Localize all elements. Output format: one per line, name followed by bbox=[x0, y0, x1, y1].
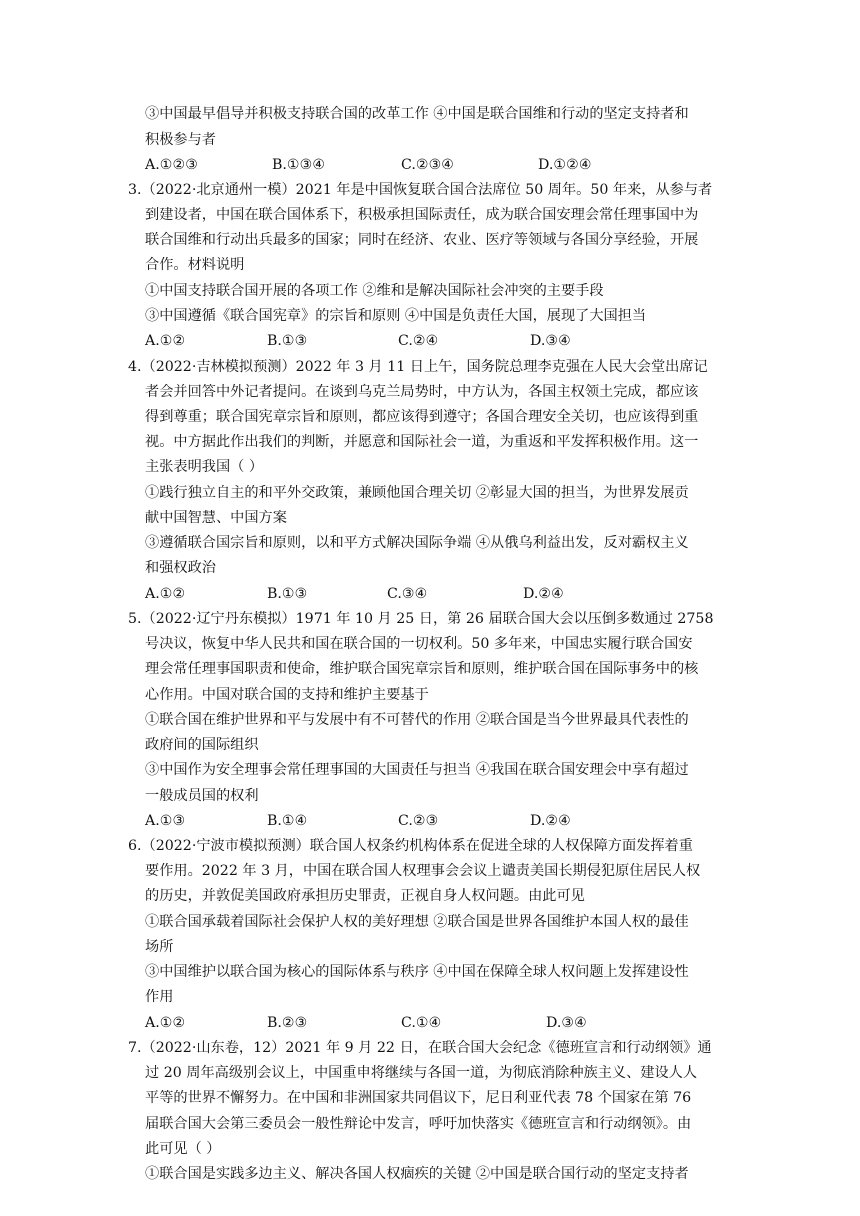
q7-stem-line: 7.（2022·山东卷，12）2021 年 9 月 22 日，在联合国大会纪念《德班宣言和行动纲领》通 bbox=[128, 1040, 712, 1056]
q6-statement-line: 场所 bbox=[145, 939, 174, 955]
q7-stem-line: 过 20 周年高级别会议上，中国重申将继续与各国一道，为彻底消除种族主义、建设人人 bbox=[145, 1065, 698, 1081]
q6-option-c[interactable]: C.①④ bbox=[401, 1015, 442, 1031]
q4-stem-line: 主张表明我国（ ） bbox=[145, 459, 264, 475]
q5-statement-line: ③中国作为安全理事会常任理事国的大国责任与担当 ④我国在联合国安理会中享有超过 bbox=[145, 762, 689, 778]
q6-statement-line: ①联合国承载着国际社会保护人权的美好理想 ②联合国是世界各国维护本国人权的最佳 bbox=[145, 914, 689, 930]
q5-statement-line: 一般成员国的权利 bbox=[145, 788, 259, 804]
q2-statement-line: ③中国最早倡导并积极支持联合国的改革工作 ④中国是联合国维和行动的坚定支持者和 bbox=[145, 106, 689, 122]
q5-option-d[interactable]: D.②④ bbox=[530, 813, 571, 829]
q2-option-a[interactable]: A.①②③ bbox=[145, 157, 198, 173]
q7-statement-line: ①联合国是实践多边主义、解决各国人权痼疾的关键 ②中国是联合国行动的坚定支持者 bbox=[145, 1166, 689, 1182]
q5-statement-line: ①联合国在维护世界和平与发展中有不可替代的作用 ②联合国是当今世界最具代表性的 bbox=[145, 712, 689, 728]
q2-option-b[interactable]: B.①③④ bbox=[272, 157, 326, 173]
q5-option-a[interactable]: A.①③ bbox=[145, 813, 186, 829]
q4-statement-line: 和强权政治 bbox=[145, 560, 216, 576]
q3-option-c[interactable]: C.②④ bbox=[398, 333, 439, 349]
q7-stem-line: 平等的世界不懈努力。在中国和非洲国家共同倡议下，尼日利亚代表 78 个国家在第 76 bbox=[145, 1090, 692, 1106]
q5-stem-line: 5.（2022·辽宁丹东模拟）1971 年 10 月 25 日，第 26 届联合国大会以压倒多数通过 2758 bbox=[128, 611, 714, 627]
q3-stem-line: 联合国维和行动出兵最多的国家；同时在经济、农业、医疗等领域与各国分享经验，开展 bbox=[145, 232, 699, 248]
q5-stem-line: 号决议，恢复中华人民共和国在联合国的一切权利。50 多年来，中国忠实履行联合国安 bbox=[145, 636, 693, 652]
q5-stem-line: 理会常任理事国职责和使命，维护联合国宪章宗旨和原则，维护联合国在国际事务中的核 bbox=[145, 661, 699, 677]
q3-statement-line: ①中国支持联合国开展的各项工作 ②维和是解决国际社会冲突的主要手段 bbox=[145, 283, 604, 299]
q5-option-c[interactable]: C.②③ bbox=[398, 813, 439, 829]
q6-option-b[interactable]: B.②③ bbox=[267, 1015, 308, 1031]
q7-stem-line: 此可见（ ） bbox=[145, 1141, 221, 1157]
q4-stem-line: 视。中方据此作出我们的判断，并愿意和国际社会一道，为重返和平发挥积极作用。这一 bbox=[145, 434, 699, 450]
q7-stem-line: 届联合国大会第三委员会一般性辩论中发言，呼吁加快落实《德班宣言和行动纲领》。由 bbox=[145, 1116, 692, 1132]
q4-option-a[interactable]: A.①② bbox=[145, 586, 186, 602]
q5-statement-line: 政府间的国际组织 bbox=[145, 737, 259, 753]
q5-option-b[interactable]: B.①④ bbox=[267, 813, 308, 829]
q6-stem-line: 6.（2022·宁波市模拟预测）联合国人权条约机构体系在促进全球的人权保障方面发挥着重 bbox=[128, 838, 693, 854]
q6-statement-line: ③中国维护以联合国为核心的国际体系与秩序 ④中国在保障全球人权问题上发挥建设性 bbox=[145, 964, 689, 980]
q3-option-a[interactable]: A.①② bbox=[145, 333, 186, 349]
q4-option-c[interactable]: C.③④ bbox=[387, 586, 428, 602]
q2-statement-line: 积极参与者 bbox=[145, 132, 216, 148]
q6-stem-line: 的历史，并敦促美国政府承担历史罪责，正视自身人权问题。由此可见 bbox=[145, 888, 585, 904]
q3-stem-line: 合作。材料说明 bbox=[145, 257, 245, 273]
q4-stem-line: 4.（2022·吉林模拟预测）2022 年 3 月 11 日上午，国务院总理李克强在人民大会堂出席记 bbox=[128, 359, 708, 375]
q4-stem-line: 者会并回答中外记者提问。在谈到乌克兰局势时，中方认为，各国主权领土完成，都应该 bbox=[145, 384, 699, 400]
q6-stem-line: 要作用。2022 年 3 月，中国在联合国人权理事会会议上谴责美国长期侵犯原住居民人权 bbox=[145, 863, 701, 879]
q2-option-d[interactable]: D.①②④ bbox=[538, 157, 592, 173]
q2-option-c[interactable]: C.②③④ bbox=[401, 157, 455, 173]
q3-option-d[interactable]: D.③④ bbox=[530, 333, 571, 349]
q5-stem-line: 心作用。中国对联合国的支持和维护主要基于 bbox=[145, 687, 429, 703]
q4-statement-line: 献中国智慧、中国方案 bbox=[145, 510, 287, 526]
q4-option-d[interactable]: D.②④ bbox=[523, 586, 564, 602]
q6-option-a[interactable]: A.①② bbox=[145, 1015, 186, 1031]
q6-statement-line: 作用 bbox=[145, 989, 174, 1005]
q3-option-b[interactable]: B.①③ bbox=[267, 333, 308, 349]
q3-stem-line: 到建设者，中国在联合国体系下，积极承担国际责任，成为联合国安理会常任理事国中为 bbox=[145, 207, 699, 223]
q6-option-d[interactable]: D.③④ bbox=[546, 1015, 587, 1031]
q3-stem-line: 3.（2022·北京通州一模）2021 年是中国恢复联合国合法席位 50 周年。50 年来，从参与者 bbox=[128, 182, 713, 198]
q4-stem-line: 得到尊重；联合国宪章宗旨和原则，都应该得到遵守；各国合理安全关切，也应该得到重 bbox=[145, 409, 699, 425]
q3-statement-line: ③中国遵循《联合国宪章》的宗旨和原则 ④中国是负责任大国，展现了大国担当 bbox=[145, 308, 647, 324]
q4-statement-line: ①践行独立自主的和平外交政策，兼顾他国合理关切 ②彰显大国的担当，为世界发展贡 bbox=[145, 485, 689, 501]
q4-option-b[interactable]: B.①③ bbox=[267, 586, 308, 602]
q4-statement-line: ③遵循联合国宗旨和原则，以和平方式解决国际争端 ④从俄乌利益出发，反对霸权主义 bbox=[145, 535, 689, 551]
